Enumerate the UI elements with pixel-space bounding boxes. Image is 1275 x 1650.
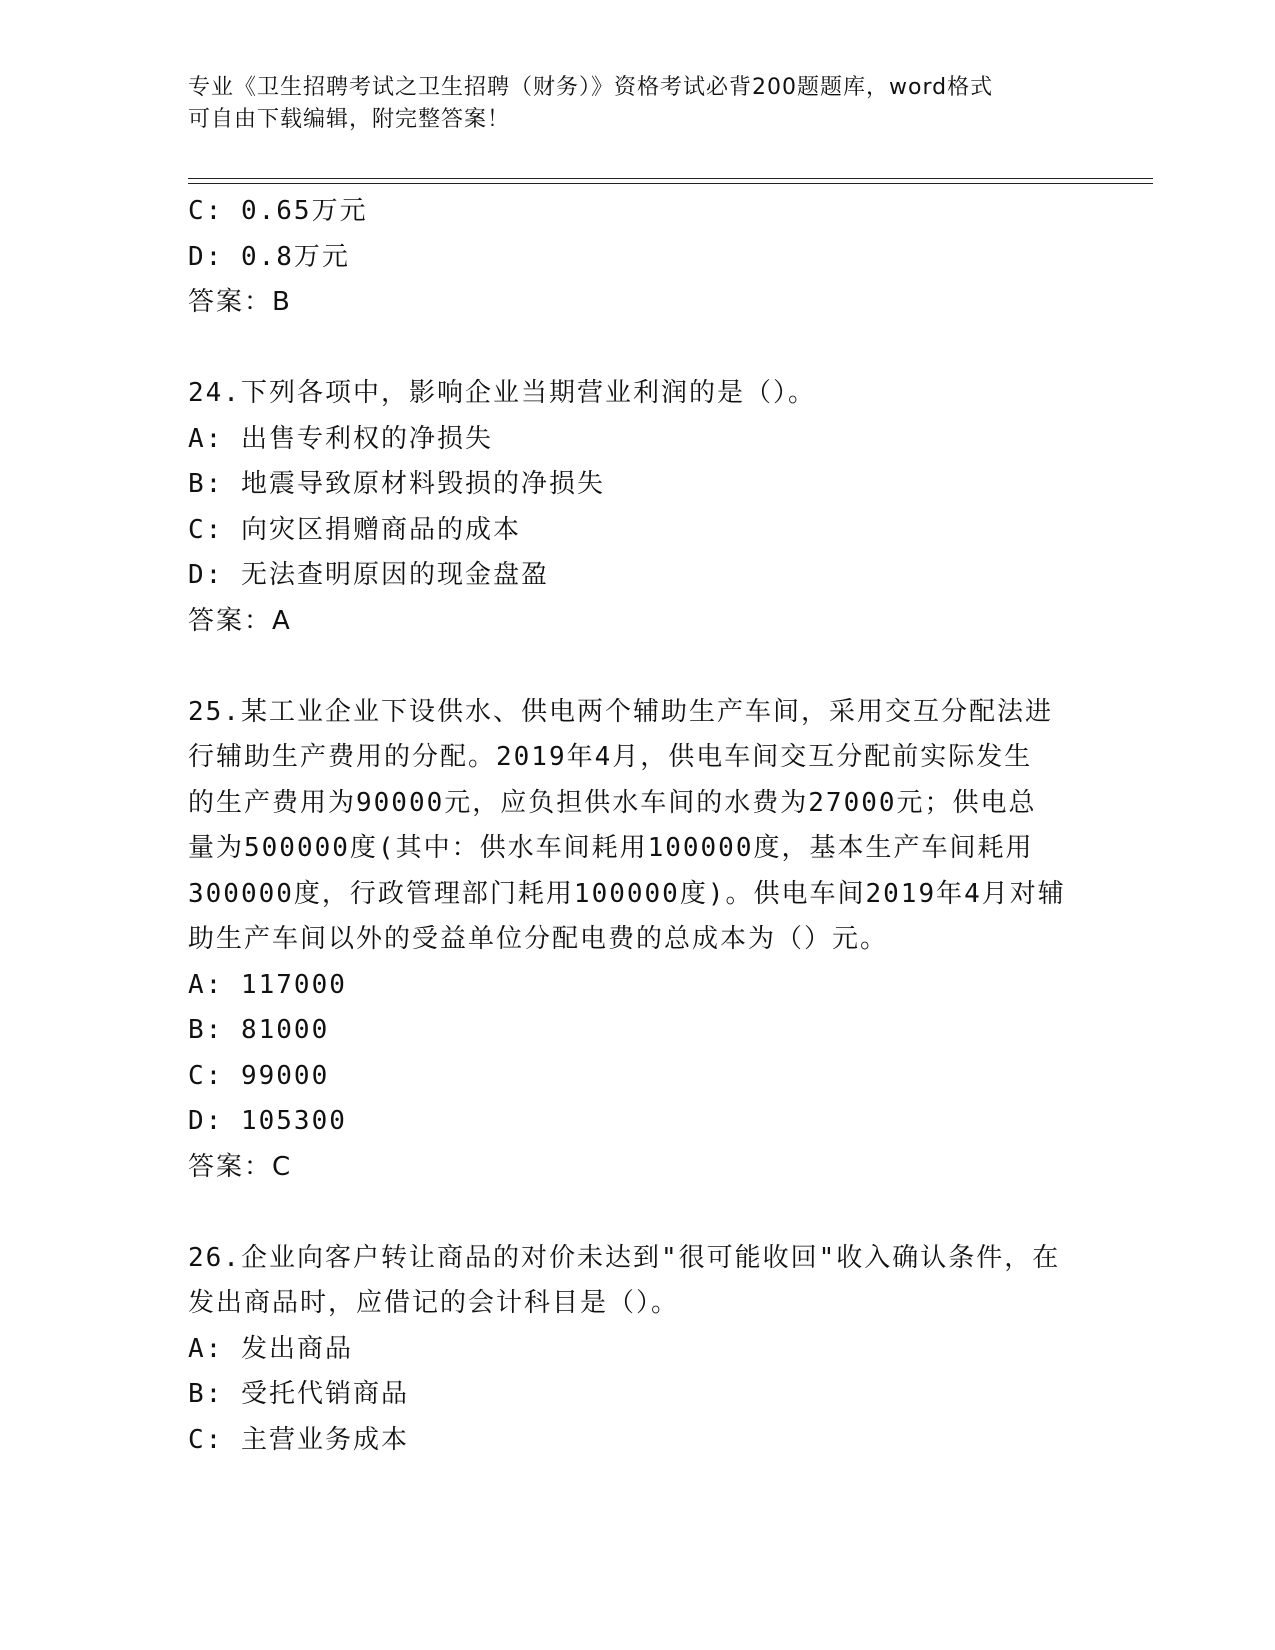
option-b: B: 受托代销商品	[188, 1379, 409, 1409]
option-d: D: 无法查明原因的现金盘盈	[188, 560, 549, 590]
answer-line: 答案：A	[188, 605, 292, 636]
question-stem-line: 25.某工业企业下设供水、供电两个辅助生产车间，采用交互分配法进	[188, 696, 1053, 727]
spacer	[188, 1190, 1088, 1236]
prev-question-tail	[188, 189, 1088, 326]
question-25	[188, 690, 1088, 1191]
question-stem-line: 发出商品时，应借记的会计科目是（）。	[188, 1288, 680, 1318]
question-24	[188, 371, 1088, 644]
option-a: A: 出售专利权的净损失	[188, 423, 493, 454]
question-stem-line: 行辅助生产费用的分配。2019年4月，供电车间交互分配前实际发生	[188, 742, 1033, 772]
question-stem-line: 量为500000度(其中：供水车间耗用100000度，基本生产车间耗用	[188, 833, 1034, 863]
option-c: C: 主营业务成本	[188, 1424, 409, 1455]
option-c: C: 99000	[188, 1060, 330, 1091]
header-line-1: 专业《卫生招聘考试之卫生招聘（财务）》资格考试必背200题题库，word格式	[188, 75, 994, 100]
question-stem: 24.下列各项中，影响企业当期营业利润的是（）。	[188, 378, 816, 408]
answer-line: 答案：C	[188, 1151, 293, 1182]
option-d: D: 105300	[188, 1106, 347, 1136]
question-stem-line: 26.企业向客户转让商品的对价未达到"很可能收回"收入确认条件，在	[188, 1242, 1061, 1273]
option-d: D: 0.8万元	[188, 241, 350, 272]
option-c: C: 向灾区捐赠商品的成本	[188, 514, 521, 545]
spacer	[188, 644, 1088, 690]
question-stem-line: 的生产费用为90000元，应负担供水车间的水费为27000元；供电总	[188, 787, 1037, 818]
question-26	[188, 1236, 1088, 1464]
option-b: B: 地震导致原材料毁损的净损失	[188, 469, 605, 499]
option-b: B: 81000	[188, 1015, 330, 1045]
question-list	[188, 189, 1088, 1463]
answer-line: 答案：B	[188, 287, 292, 317]
option-a: A: 发出商品	[188, 1333, 353, 1364]
option-a: A: 117000	[188, 969, 347, 1000]
page-header	[188, 72, 1088, 136]
spacer	[188, 326, 1088, 372]
question-stem-line: 助生产车间以外的受益单位分配电费的总成本为（）元。	[188, 924, 889, 954]
header-divider-top	[188, 178, 1153, 179]
header-line-2: 可自由下载编辑，附完整答案！	[188, 107, 511, 132]
option-c: C: 0.65万元	[188, 196, 368, 226]
question-stem-line: 300000度，行政管理部门耗用100000度)。供电车间2019年4月对辅	[188, 878, 1066, 909]
header-divider-bottom	[188, 183, 1153, 184]
